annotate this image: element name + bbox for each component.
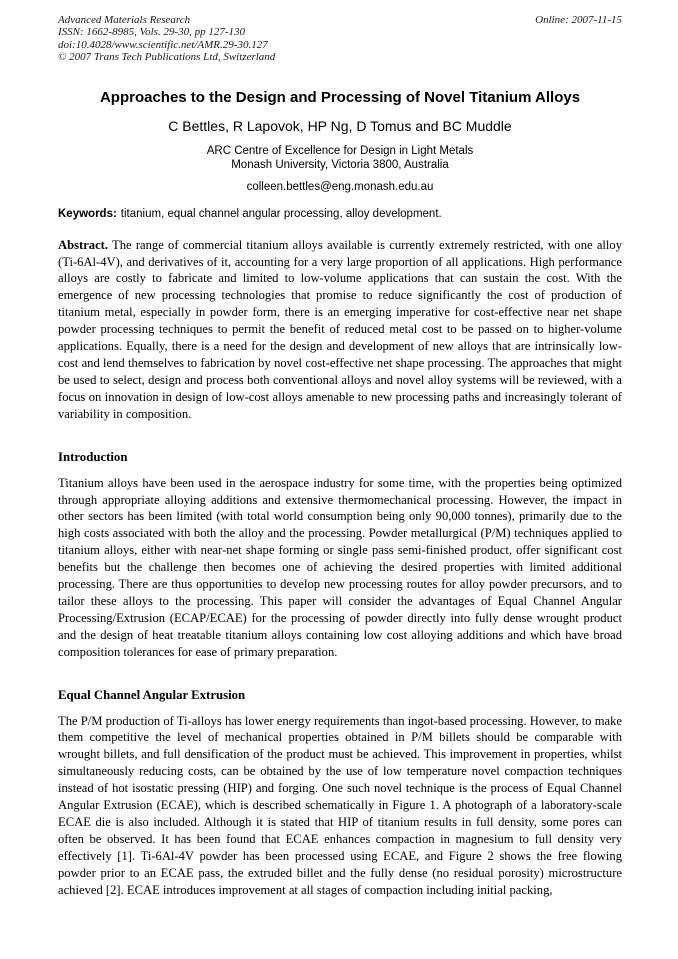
- issn-line: ISSN: 1662-8985, Vols. 29-30, pp 127-130: [58, 26, 245, 39]
- abstract-paragraph: [58, 237, 622, 423]
- section-body-ecae: The P/M production of Ti-alloys has lower energy requirements than ingot-based processing. However, to make them competitive the level of mechanical properties obtained in P/M billets should be comparable with wrought billets, and full densification of the product must be achieved. This improvement in properties, whilst simultaneously reducing costs, can be obtained by the use of low temperature novel compaction techniques instead of hot isostatic pressing (HIP) and forging. One such novel technique is the process of Equal Channel Angular Extrusion (ECAE), which is described schematically in Figure 1. A photograph of a laboratory-scale ECAE die is also included. Although it is stated that HIP of titanium results in full density, some pores can often be observed. It has been found that ECAE enhances compaction in magnesium to full density very effectively [1]. Ti-6Al-4V powder has been processed using ECAE, and Figure 2 shows the free flowing powder prior to an ECAE pass, the extruded billet and the fully dense (no residual porosity) microstructure achieved [2]. ECAE introduces improvement at all stages of compaction including initial packing,: [58, 713, 622, 897]
- authors-line: C Bettles, R Lapovok, HP Ng, D Tomus and BC Muddle: [168, 117, 512, 134]
- keywords-label: Keywords:: [58, 207, 117, 220]
- affiliation-line-1: ARC Centre of Excellence for Design in Light Metals: [206, 144, 474, 157]
- paper-title: Approaches to the Design and Processing of Novel Titanium Alloys: [99, 88, 581, 106]
- section-heading-ecae: Equal Channel Angular Extrusion: [58, 687, 246, 702]
- affiliation-line-2: Monash University, Victoria 3800, Australia: [231, 158, 449, 171]
- abstract-label: Abstract.: [58, 237, 109, 252]
- affiliation-block: [58, 144, 622, 172]
- journal-name: Advanced Materials Research: [58, 14, 191, 26]
- section-heading-introduction: Introduction: [58, 449, 128, 464]
- journal-header: [58, 14, 622, 64]
- keywords-line: [58, 207, 622, 221]
- contact-email: colleen.bettles@eng.monash.edu.au: [246, 180, 434, 193]
- online-date: Online: 2007-11-15: [535, 14, 622, 26]
- copyright-line: © 2007 Trans Tech Publications Ltd, Switzerland: [58, 51, 276, 64]
- doi-line: doi:10.4028/www.scientific.net/AMR.29-30.127: [58, 38, 268, 51]
- journal-meta: [58, 14, 275, 64]
- section-body-introduction: Titanium alloys have been used in the aerospace industry for some time, with the properties being optimized through appropriate alloying additions and extensive thermomechanical processing. However, the impact in other sectors has been limited (with total world consumption being only 90,000 tonnes), primarily due to the high costs associated with both the alloy and the processing. Powder metallurgical (P/M) techniques applied to titanium alloys, either with near-net shape forming or single pass semi-finished product, offer significant cost benefits but the challenge then becomes one of achieving the desired properties with limited additional processing. There are thus opportunities to develop new processing routes for alloy powder precursors, and to tailor these alloys to the processing. This paper will consider the advantages of Equal Channel Angular Processing/Extrusion (ECAP/ECAE) for the processing of powder directly into fully dense wrought product and the design of heat treatable titanium alloys containing low cost alloying additions and which have broad composition tolerances for ease of primary preparation.: [58, 475, 622, 659]
- keywords-text: titanium, equal channel angular processing, alloy development.: [120, 207, 442, 220]
- abstract-text: The range of commercial titanium alloys available is currently extremely restricted, with one alloy (Ti-6Al-4V), and derivatives of it, accounting for a very large proportion of all applications. High performance alloys are costly to fabricate and limited to low-volume applications that can sustain the cost. With the emergence of new processing technologies that promise to reduce significantly the cost of production of titanium metal, especially in powder form, there is an emerging imperative for cost-effective near net shape powder processing techniques to permit the benefit of reduced metal cost to be passed on to higher-volume applications. Equally, there is a need for the design and development of new alloys that are intrinsically low-cost and lend themselves to fabrication by novel cost-effective net shape processing. The approaches that might be used to select, design and process both conventional alloys and novel alloy systems will be reviewed, with a focus on innovation in design of low-cost alloys amenable to new processing paths and increasingly tolerant of variability in composition.: [58, 237, 622, 421]
